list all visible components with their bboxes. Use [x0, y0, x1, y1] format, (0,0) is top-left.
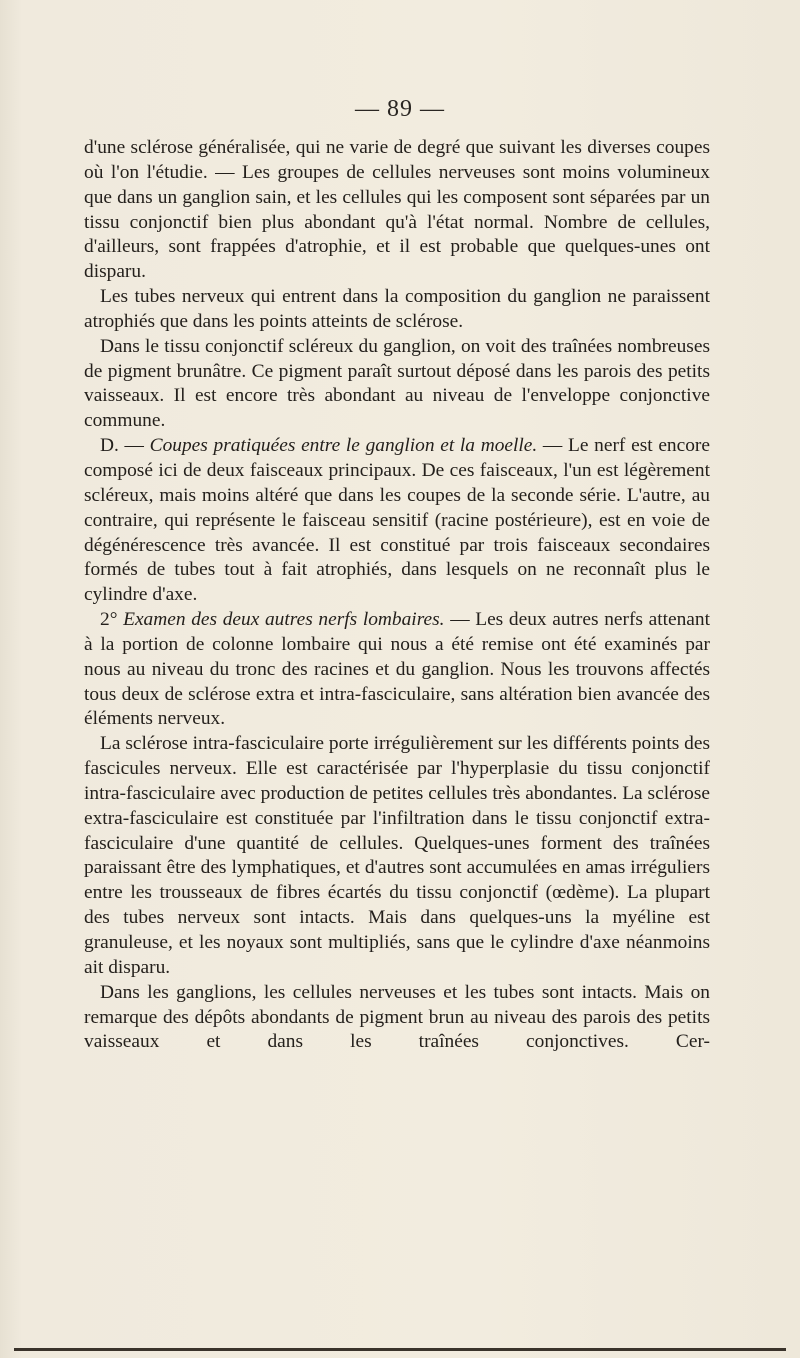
section-label: D. —	[100, 435, 150, 457]
paragraph: Dans les ganglions, les cellules nerveuses et les tubes sont intacts. Mais on remarque des dépôts abondants de pigment brun au niveau des parois des petits vaisseaux et dans les traînées conjonctives. Cer-	[84, 981, 710, 1053]
bottom-rule	[14, 1348, 786, 1351]
page-number: — 89 —	[355, 96, 445, 122]
section-label: 2°	[100, 609, 124, 631]
paragraph-text: — Les deux autres nerfs attenant à la portion de colonne lombaire qui nous a été remise ont été examinés par nous au niveau du tronc des racines et du ganglion. Nous les trouvons affectés tous deux de sclérose extra et intra-fasciculaire, sans altération bien avancée des éléments nerveux.	[84, 609, 710, 730]
section-heading: Coupes pratiquées entre le ganglion et la moelle.	[149, 435, 538, 457]
paragraph: Les tubes nerveux qui entrent dans la composition du ganglion ne paraissent atrophiés que dans les points atteints de sclérose.	[84, 286, 710, 332]
section-heading: Examen des deux autres nerfs lombaires.	[123, 609, 445, 631]
paragraph	[84, 434, 710, 608]
paragraph: Dans le tissu conjonctif scléreux du ganglion, on voit des traînées nombreuses de pigment brunâtre. Ce pigment paraît surtout déposé dans les parois des petits vaisseaux. Il est encore très abondant au niveau de l'enveloppe conjonctive commune.	[84, 335, 710, 432]
body-text	[84, 136, 710, 1055]
paragraph: d'une sclérose généralisée, qui ne varie de degré que suivant les diverses coupes où l'on l'étudie. — Les groupes de cellules nerveuses sont moins volumineux que dans un ganglion sain, et les cellules qui les composent sont séparées par un tissu conjonctif bien plus abondant qu'à l'état normal. Nombre de cellules, d'ailleurs, sont frappées d'atrophie, et il est probable que quelques-unes ont disparu.	[84, 137, 710, 283]
paragraph	[84, 608, 710, 732]
paragraph: La sclérose intra-fasciculaire porte irrégulièrement sur les différents points des fascicules nerveux. Elle est caractérisée par l'hyperplasie du tissu conjonctif intra-fasciculaire avec production de petites cellules très abondantes. La sclérose extra-fasciculaire est constituée par l'infiltration dans le tissu conjonctif extra-fasciculaire d'une quantité de cellules. Quelques-unes forment des traînées paraissant être des lymphatiques, et d'autres sont accumulées en amas irréguliers entre les trousseaux de fibres écartés du tissu conjonctif (œdème). La plupart des tubes nerveux sont intacts. Mais dans quelques-uns la myéline est granuleuse, et les noyaux sont multipliés, sans que le cylindre d'axe néanmoins ait disparu.	[84, 733, 710, 978]
paragraph-text: — Le nerf est encore composé ici de deux faisceaux principaux. De ces faisceaux, l'un est légèrement scléreux, mais moins altéré que dans les coupes de la seconde série. L'autre, au contraire, qui représente le faisceau sensitif (racine postérieure), est en voie de dégénérescence très avancée. Il est constitué par trois faisceaux secondaires formés de tubes tout à fait atrophiés, dans lesquels on ne reconnaît plus le cylindre d'axe.	[84, 435, 710, 606]
